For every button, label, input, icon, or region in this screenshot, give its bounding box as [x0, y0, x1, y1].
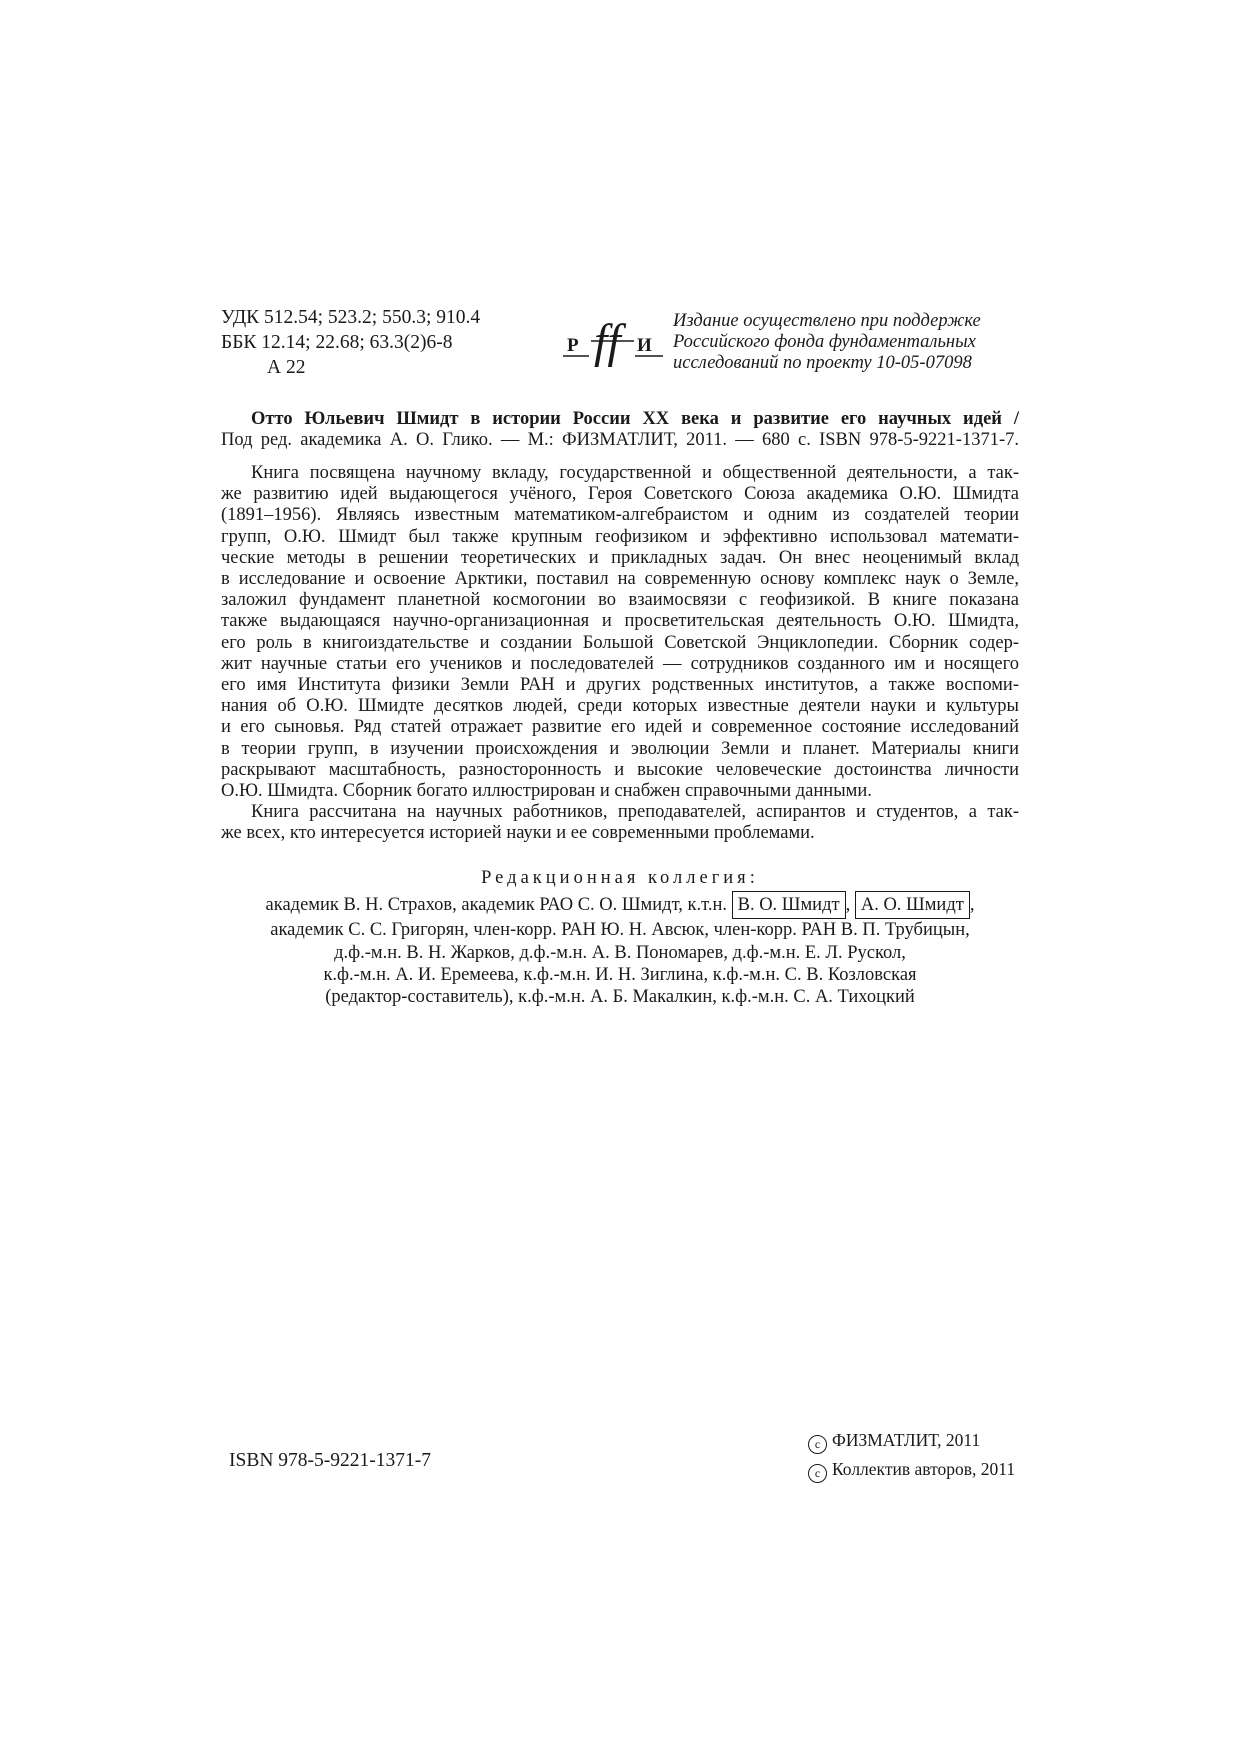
annotation-line: групп, О.Ю. Шмидт был также крупным геофизиком и эффективно использовал математи-: [221, 526, 1019, 547]
annotation-line: О.Ю. Шмидта. Сборник богато иллюстрирован и снабжен справочными данными.: [221, 781, 872, 802]
annotation-line: также выдающаяся научно-организационная и просветительская деятельность О.Ю. Шмидта,: [221, 611, 1019, 632]
copyright-line: [808, 1426, 1015, 1455]
annotation-line: (1891–1956). Являясь известным математиком-алгебраистом и одним из создателей теории: [221, 505, 1019, 526]
separator: ,: [969, 895, 975, 916]
board-heading: Редакционная коллегия:: [481, 868, 759, 888]
annotation-line: раскрывают масштабность, разносторонность и высокие человеческие достоинства личности: [221, 759, 1019, 780]
copyright-text: Коллектив авторов, 2011: [832, 1459, 1016, 1479]
annotation-line: Книга посвящена научному вкладу, государственной и общественной деятельности, а так-: [251, 463, 1019, 483]
board-line: к.ф.-м.н. А. И. Еремеева, к.ф.-м.н. И. Н. Зиглина, к.ф.-м.н. С. В. Козловская: [323, 964, 917, 985]
annotation-line: в теории групп, в изучении происхождения и эволюции Земли и планет. Материалы книги: [221, 738, 1019, 759]
annotation-line: его роль в книгоиздательстве и создании Большой Советской Энциклопедии. Сборник содер-: [221, 632, 1019, 653]
grant-notice: [673, 311, 981, 374]
copyright-line: [808, 1455, 1015, 1484]
board-line-prefix: академик В. Н. Страхов, академик РАО С. О. Шмидт, к.т.н.: [265, 895, 727, 916]
copyright-block: [808, 1426, 1015, 1484]
isbn: ISBN 978-5-9221-1371-7: [229, 1450, 432, 1471]
bbk-code: ББК 12.14; 22.68; 63.3(2)6-8: [221, 332, 453, 353]
boxed-name: В. О. Шмидт: [732, 891, 846, 919]
boxed-name: А. О. Шмидт: [855, 891, 970, 919]
bibliographic-entry: [221, 409, 1019, 451]
annotation-line: и его сыновья. Ряд статей отражает развитие его идей и современное состояние исследований: [221, 717, 1019, 738]
catalog-codes: [221, 305, 480, 380]
separator: ,: [845, 895, 851, 916]
annotation-line: жит научные статьи его учеников и последователей — сотрудников созданного им и носящего: [221, 653, 1019, 674]
copyright-text: ФИЗМАТЛИТ, 2011: [832, 1430, 981, 1450]
book-imprint: Под ред. академика А. О. Глико. — М.: ФИЗМАТЛИТ, 2011. — 680 с. ISBN 978-5-9221-1371-7.: [221, 430, 1019, 451]
logo-letter-left: Р: [567, 335, 579, 356]
book-title: Отто Юльевич Шмидт в истории России XX века и развитие его научных идей /: [251, 409, 1019, 429]
board-line: [221, 891, 1019, 919]
annotation-line: его имя Института физики Земли РАН и других родственных институтов, а также воспоми-: [221, 675, 1019, 696]
grant-line: Российского фонда фундаментальных: [673, 332, 976, 352]
grant-line: исследований по проекту 10-05-07098: [673, 353, 972, 373]
rffi-logo: [561, 313, 665, 375]
copyright-icon: c: [808, 1464, 827, 1483]
grant-line: Издание осуществлено при поддержке: [673, 311, 981, 331]
annotation-line: ческие методы в решении теоретических и прикладных задач. Он внес неоценимый вклад: [221, 547, 1019, 568]
annotation-line: в исследование и освоение Арктики, поставил на современную основу комплекс наук о Земле,: [221, 569, 1019, 590]
board-line: (редактор-составитель), к.ф.-м.н. А. Б. Макалкин, к.ф.-м.н. С. А. Тихоцкий: [325, 987, 915, 1008]
annotation-line: заложил фундамент планетной космогонии во взаимосвязи с геофизикой. В книге показана: [221, 590, 1019, 611]
logo-letter-right: И: [637, 335, 652, 356]
author-mark: А 22: [267, 357, 306, 378]
annotation-line: же всех, кто интересуется историей науки и ее современными проблемами.: [221, 823, 815, 844]
udk-code: УДК 512.54; 523.2; 550.3; 910.4: [221, 307, 481, 328]
annotation-line: же развитию идей выдающегося учёного, Героя Советского Союза академика О.Ю. Шмидта: [221, 484, 1019, 505]
annotation-line: Книга рассчитана на научных работников, преподавателей, аспирантов и студентов, а так-: [251, 802, 1019, 823]
copyright-icon: c: [808, 1435, 827, 1454]
board-line: академик С. С. Григорян, член-корр. РАН Ю. Н. Авсюк, член-корр. РАН В. П. Трубицын,: [270, 920, 970, 941]
logo-ff-glyph: ff: [594, 315, 621, 368]
editorial-board: [221, 867, 1019, 1008]
annotation-line: нания об О.Ю. Шмидте десятков людей, среди которых известные деятели науки и культуры: [221, 696, 1019, 717]
board-line: д.ф.-м.н. В. Н. Жарков, д.ф.-м.н. А. В. Пономарев, д.ф.-м.н. Е. Л. Рускол,: [334, 942, 906, 963]
annotation: [221, 463, 1019, 845]
